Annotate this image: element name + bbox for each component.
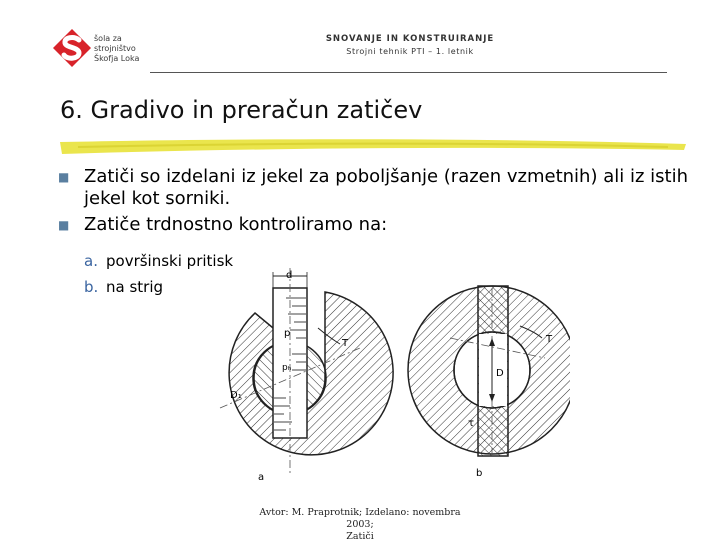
label-d1: D₁ [230, 390, 242, 401]
course-subtitle: Strojni tehnik PTI – 1. letnik [346, 47, 474, 56]
school-name-line-1: šola za [94, 34, 122, 43]
bullet-item [58, 214, 698, 236]
bullet-item [58, 166, 698, 210]
school-name-line-3: Škofja Loka [94, 54, 140, 63]
course-title: SNOVANJE IN KONSTRUIRANJE [325, 34, 495, 44]
school-name [94, 34, 139, 64]
bullet-square-icon: ■ [58, 170, 70, 184]
slide-header [260, 34, 560, 56]
footer-author: Avtor: M. Praprotnik; Izdelano: novembra 2003; [259, 507, 461, 530]
school-logo [52, 28, 162, 68]
label-t-right: T [546, 334, 553, 345]
label-p: p [284, 328, 291, 339]
label-d: d [286, 270, 293, 281]
label-ph: pₕ [282, 363, 292, 373]
school-s-logo-icon [52, 28, 92, 68]
title-highlight-stroke [58, 134, 688, 160]
label-t-left: T [342, 338, 349, 349]
sub-list-text: površinski pritisk [106, 252, 234, 270]
slide-footer [250, 507, 470, 543]
bullet-square-icon: ■ [58, 218, 70, 232]
label-b: b [476, 468, 483, 479]
sub-list-letter: b. [84, 278, 99, 296]
bullet-text: Zatiče trdnostno kontroliramo na: [84, 214, 388, 235]
slide-title: 6. Gradivo in preračun zatičev [60, 96, 423, 124]
bullet-text: Zatiči so izdelani iz jekel za poboljšanje (razen vzmetnih) ali iz istih jekel kot sorniki. [84, 166, 688, 209]
sub-list-text: na strig [106, 278, 164, 296]
label-a: a [258, 472, 265, 483]
sub-list-letter: a. [84, 252, 98, 270]
drawing-b [408, 286, 570, 479]
pin-section-drawing [200, 258, 570, 488]
drawing-a [220, 268, 393, 483]
label-tau: τ [468, 418, 475, 429]
header-divider [150, 72, 667, 73]
bullet-list [58, 166, 698, 240]
label-d-diameter: D [496, 368, 504, 379]
footer-topic: Zatiči [346, 531, 374, 542]
school-name-line-2: strojništvo [94, 44, 136, 53]
